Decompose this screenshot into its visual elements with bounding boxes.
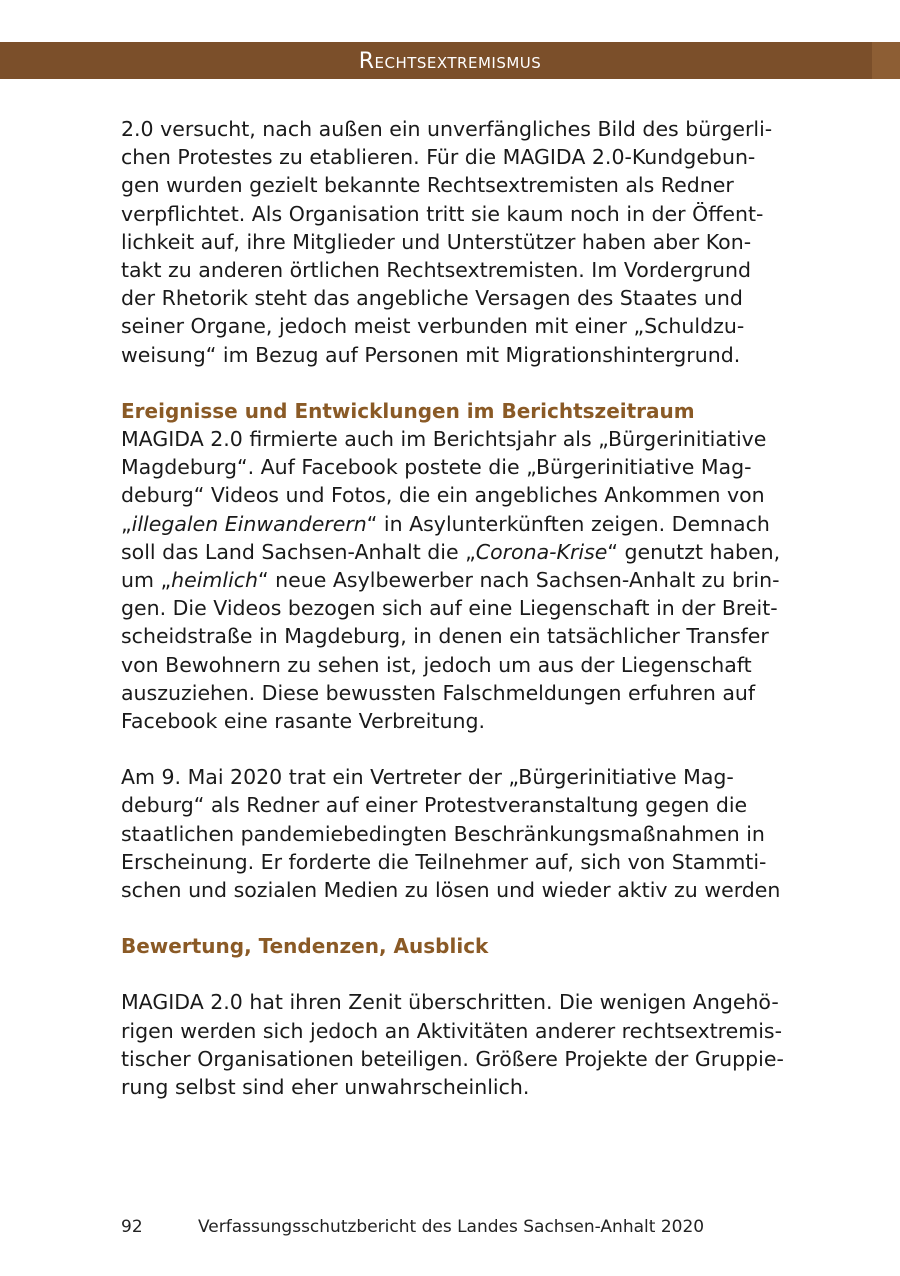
text-line: 2.0 versucht, nach außen ein unverfängliches Bild des bürgerli- (121, 117, 773, 141)
text-line: weisung“ im Bezug auf Personen mit Migrationshintergrund. (121, 342, 741, 367)
italic-quote: Corona-Krise (475, 539, 608, 564)
text-line (121, 538, 786, 566)
text-line: MAGIDA 2.0 firmierte auch im Berichtsjahr als „Bürgerinitiative (121, 427, 767, 452)
italic-quote: heimlich (171, 568, 259, 593)
paragraph-assessment (121, 988, 786, 1101)
text-span: „ (121, 511, 132, 536)
text-line: verpflichtet. Als Organisation tritt sie kaum noch in der Öffent- (121, 201, 764, 226)
text-line: takt zu anderen örtlichen Rechtsextremisten. Im Vordergrund (121, 258, 752, 283)
text-line: scheidstraße in Magdeburg, in denen ein tatsächlicher Transfer (121, 624, 769, 649)
text-line: seiner Organe, jedoch meist verbunden mit einer „Schuldzu- (121, 314, 745, 339)
text-line: rung selbst sind eher unwahrscheinlich. (121, 1075, 530, 1100)
paragraph-gap (121, 735, 786, 763)
text-line: Magdeburg“. Auf Facebook postete die „Bürgerinitiative Mag- (121, 455, 752, 480)
paragraph-gap (121, 960, 786, 988)
paragraph-gap (121, 904, 786, 932)
section-title: Rechtsextremismus (358, 49, 542, 74)
text-line: chen Protestes zu etablieren. Für die MAGIDA 2.0-Kundgebun- (121, 145, 756, 170)
text-line (121, 566, 786, 594)
text-span: “ genutzt haben, (607, 539, 781, 564)
page-number: 92 (121, 1217, 143, 1237)
paragraph-may-event (121, 763, 786, 904)
italic-quote: illegalen Einwanderern (131, 511, 367, 536)
heading-events: Ereignisse und Entwicklungen im Berichtszeitraum (121, 398, 695, 423)
heading-assessment: Bewertung, Tendenzen, Ausblick (121, 934, 489, 959)
text-line: deburg“ Videos und Fotos, die ein angebliches Ankommen von (121, 483, 765, 508)
text-line: von Bewohnern zu sehen ist, jedoch um aus der Liegenschaft (121, 652, 752, 677)
text-line: der Rhetorik steht das angebliche Versagen des Staates und (121, 286, 743, 311)
text-span: “ in Asylunterkünften zeigen. Demnach (366, 511, 770, 536)
page-content (121, 115, 786, 1101)
text-line: Erscheinung. Er forderte die Teilnehmer auf, sich von Stammti- (121, 849, 767, 874)
text-line: gen wurden gezielt bekannte Rechtsextremisten als Redner (121, 173, 734, 198)
text-line: schen und sozialen Medien zu lösen und wieder aktiv zu werden (121, 878, 781, 903)
text-line: auszuziehen. Diese bewussten Falschmeldungen erfuhren auf (121, 680, 756, 705)
text-line: Am 9. Mai 2020 trat ein Vertreter der „Bürgerinitiative Mag- (121, 765, 734, 790)
text-line: rigen werden sich jedoch an Aktivitäten anderer rechtsextremis- (121, 1018, 782, 1043)
publication-title: Verfassungsschutzbericht des Landes Sachsen-Anhalt 2020 (198, 1217, 705, 1237)
paragraph-events (121, 425, 786, 735)
text-span: soll das Land Sachsen-Anhalt die „ (121, 539, 476, 564)
page-footer (121, 1216, 704, 1238)
paragraph-gap (121, 369, 786, 397)
text-line: tischer Organisationen beteiligen. Größere Projekte der Gruppie- (121, 1046, 784, 1071)
text-span: “ neue Asylbewerber nach Sachsen-Anhalt zu brin- (258, 568, 780, 593)
text-line (121, 510, 786, 538)
text-line: Facebook eine rasante Verbreitung. (121, 709, 485, 734)
text-line: gen. Die Videos bezogen sich auf eine Liegenschaft in der Breit- (121, 596, 778, 621)
paragraph-intro (121, 115, 786, 369)
text-span: um „ (121, 568, 172, 593)
text-line: lichkeit auf, ihre Mitglieder und Unterstützer haben aber Kon- (121, 229, 752, 254)
text-line: staatlichen pandemiebedingten Beschränkungsmaßnahmen in (121, 821, 765, 846)
text-line: MAGIDA 2.0 hat ihren Zenit überschritten. Die wenigen Angehö- (121, 990, 779, 1015)
text-line: deburg“ als Redner auf einer Protestveranstaltung gegen die (121, 793, 748, 818)
